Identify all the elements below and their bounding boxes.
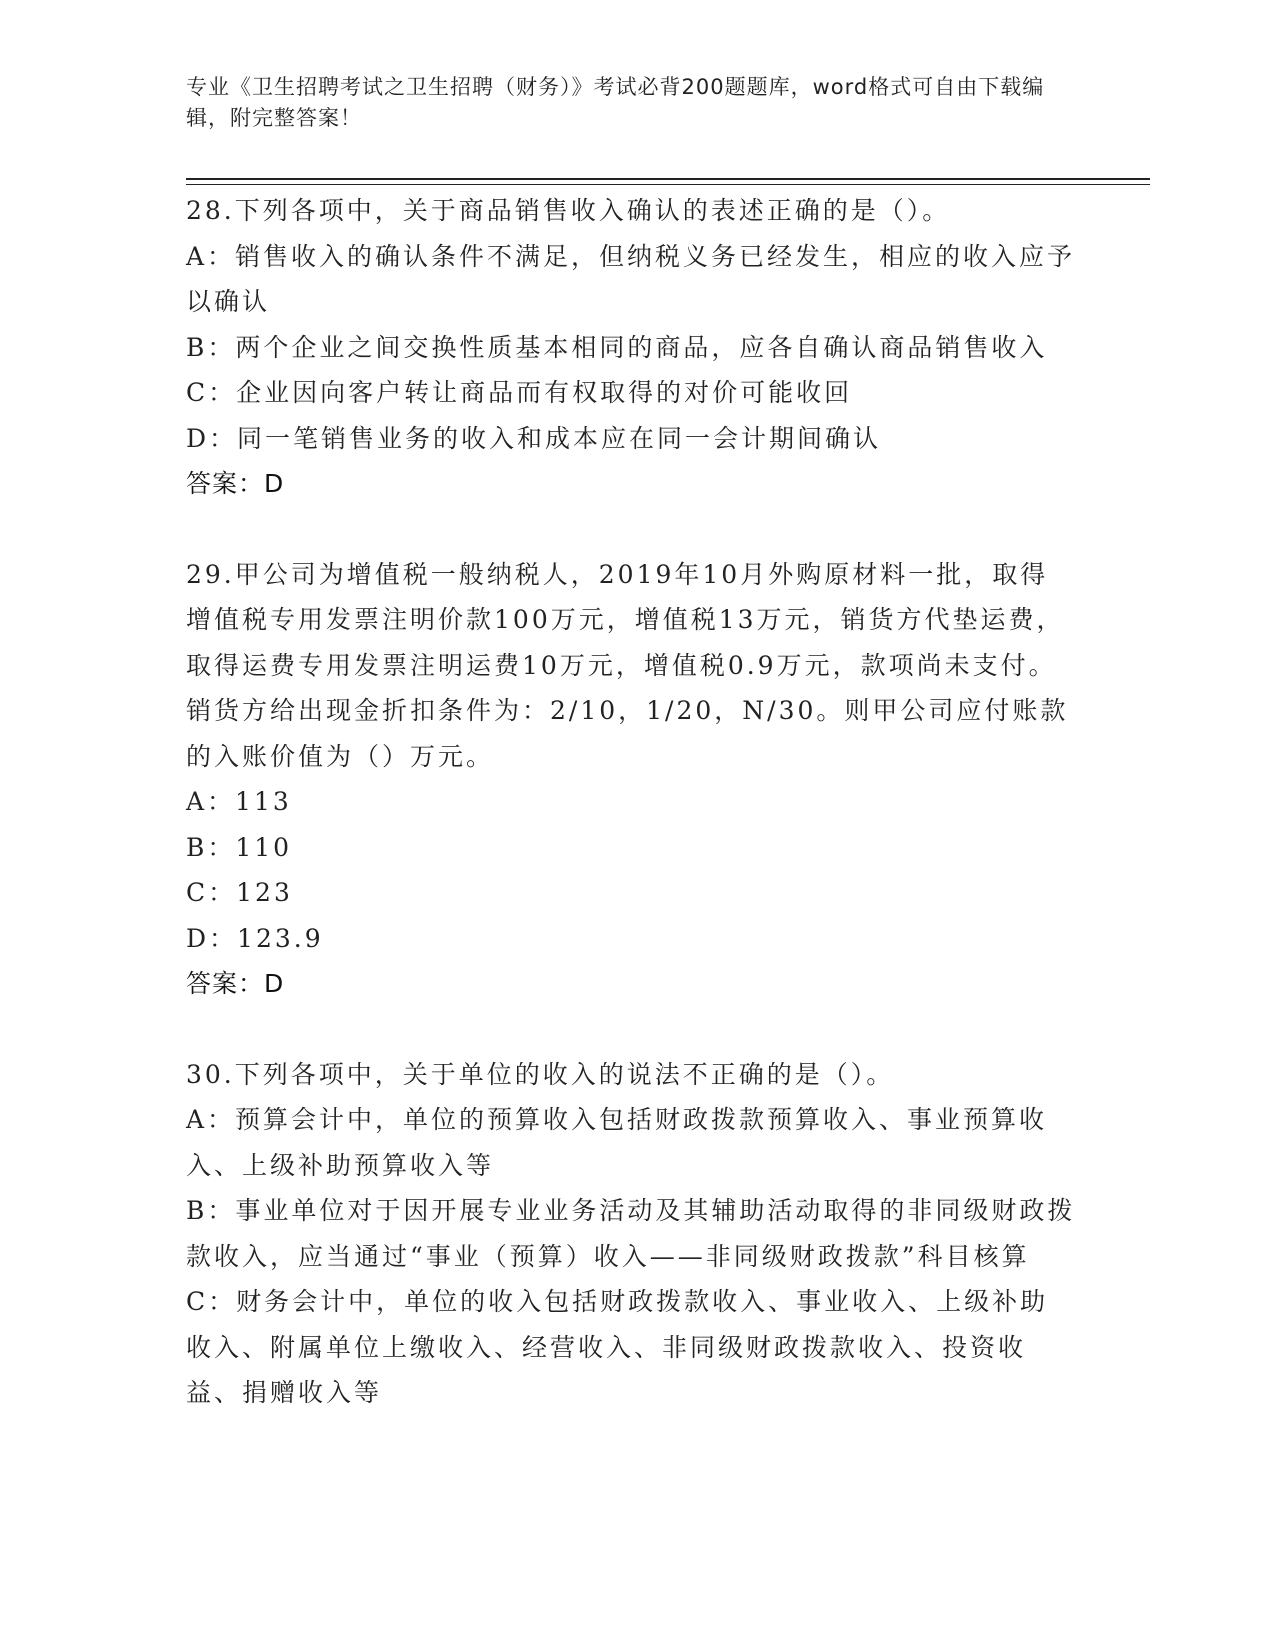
question-list — [186, 188, 1076, 1416]
answer-label: 答案：D — [186, 969, 285, 998]
header-divider-thick — [186, 178, 1150, 180]
option-c: C：企业因向客户转让商品而有权取得的对价可能收回 — [186, 378, 853, 407]
question-29 — [186, 552, 1076, 1007]
header-divider-thin — [186, 184, 1150, 185]
question-stem: 28.下列各项中，关于商品销售收入确认的表述正确的是（）。 — [186, 196, 951, 225]
question-28 — [186, 188, 1076, 507]
question-stem: 30.下列各项中，关于单位的收入的说法不正确的是（）。 — [186, 1059, 895, 1089]
option-d: D：同一笔销售业务的收入和成本应在同一会计期间确认 — [186, 423, 882, 453]
question-stem: 29.甲公司为增值税一般纳税人，2019年10月外购原材料一批，取得增值税专用发票注明价款100万元，增值税13万元，销货方代垫运费，取得运费专用发票注明运费10万元，增值税0.9万元，款项尚未支付。销货方给出现金折扣条件为：2/10，1/20，N/30。则甲公司应付账款的入账价值为（）万元。 — [186, 559, 1069, 771]
question-30 — [186, 1052, 1076, 1416]
option-b: B：事业单位对于因开展专业业务活动及其辅助活动取得的非同级财政拨款收入，应当通过“事业（预算）收入——非同级财政拨款”科目核算 — [186, 1196, 1076, 1271]
option-a: A：销售收入的确认条件不满足，但纳税义务已经发生，相应的收入应予以确认 — [186, 241, 1076, 316]
option-a: A：113 — [186, 787, 292, 816]
option-b: B：110 — [186, 832, 293, 862]
answer-label: 答案：D — [186, 469, 285, 498]
document-header: 专业《卫生招聘考试之卫生招聘（财务）》考试必背200题题库，word格式可自由下载编辑，附完整答案！ — [186, 75, 1045, 130]
option-a: A：预算会计中，单位的预算收入包括财政拨款预算收入、事业预算收入、上级补助预算收入等 — [186, 1105, 1048, 1180]
option-d: D：123.9 — [186, 923, 324, 953]
option-c: C：123 — [186, 878, 293, 907]
option-c: C：财务会计中，单位的收入包括财政拨款收入、事业收入、上级补助收入、附属单位上缴收入、经营收入、非同级财政拨款收入、投资收益、捐赠收入等 — [186, 1287, 1049, 1407]
option-b: B：两个企业之间交换性质基本相同的商品，应各自确认商品销售收入 — [186, 332, 1048, 362]
